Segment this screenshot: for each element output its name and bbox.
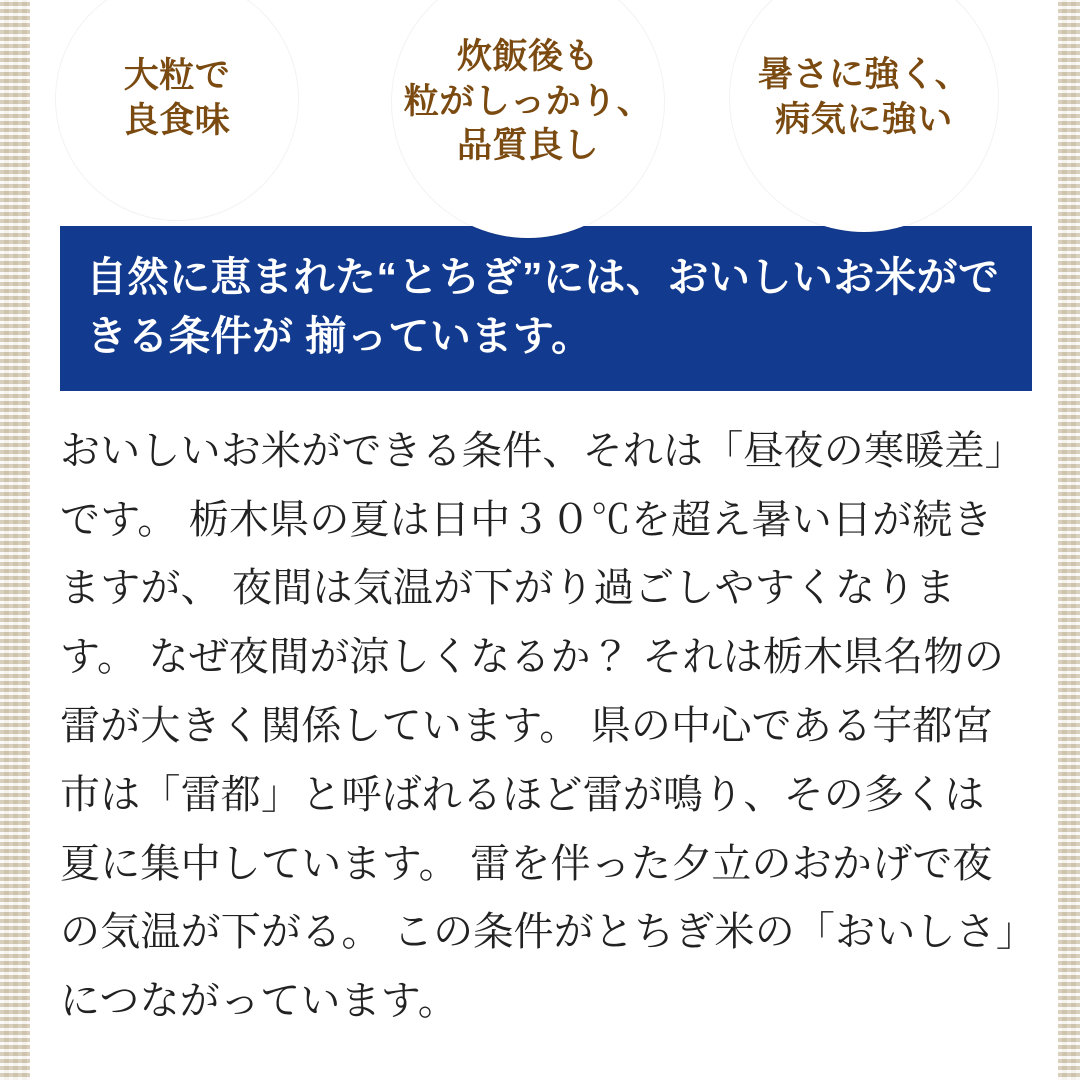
left-edge-texture bbox=[0, 0, 30, 1080]
section-headline: 自然に恵まれた“とちぎ”には、おいしいお米ができる条件が 揃っています。 bbox=[60, 226, 1032, 391]
badge-large-grain-good-taste bbox=[56, 0, 298, 220]
body-paragraph: おいしいお米ができる条件、それは「昼夜の寒暖差」です。 栃木県の夏は日中３０℃を超え暑い日が続きますが、 夜間は気温が下がり過ごしやすくなります。 なぜ夜間が涼しくなるか？ それは栃木県名物の雷が大きく関係しています。 県の中心である宇都宮市は「雷都」と呼ばれるほど雷が鳴り、その多くは夏に集中しています。 雷を伴った夕立のおかげで夜の気温が下がる。 この条件がとちぎ米の「おいしさ」につながっています。 bbox=[60, 428, 1017, 1024]
badge-firm-grain-after-cooking bbox=[392, 0, 664, 238]
badge-heat-and-disease-resistant bbox=[730, 0, 998, 232]
badge-label: 炊飯後も 粒がしっかり、 品質良し bbox=[403, 36, 653, 166]
badge-label: 暑さに強く、 病気に強い bbox=[757, 55, 971, 139]
content-column bbox=[30, 0, 1058, 1080]
badge-label: 大粒で 良食味 bbox=[123, 56, 231, 140]
feature-badges bbox=[30, 0, 1058, 226]
right-edge-texture bbox=[1058, 0, 1080, 1080]
